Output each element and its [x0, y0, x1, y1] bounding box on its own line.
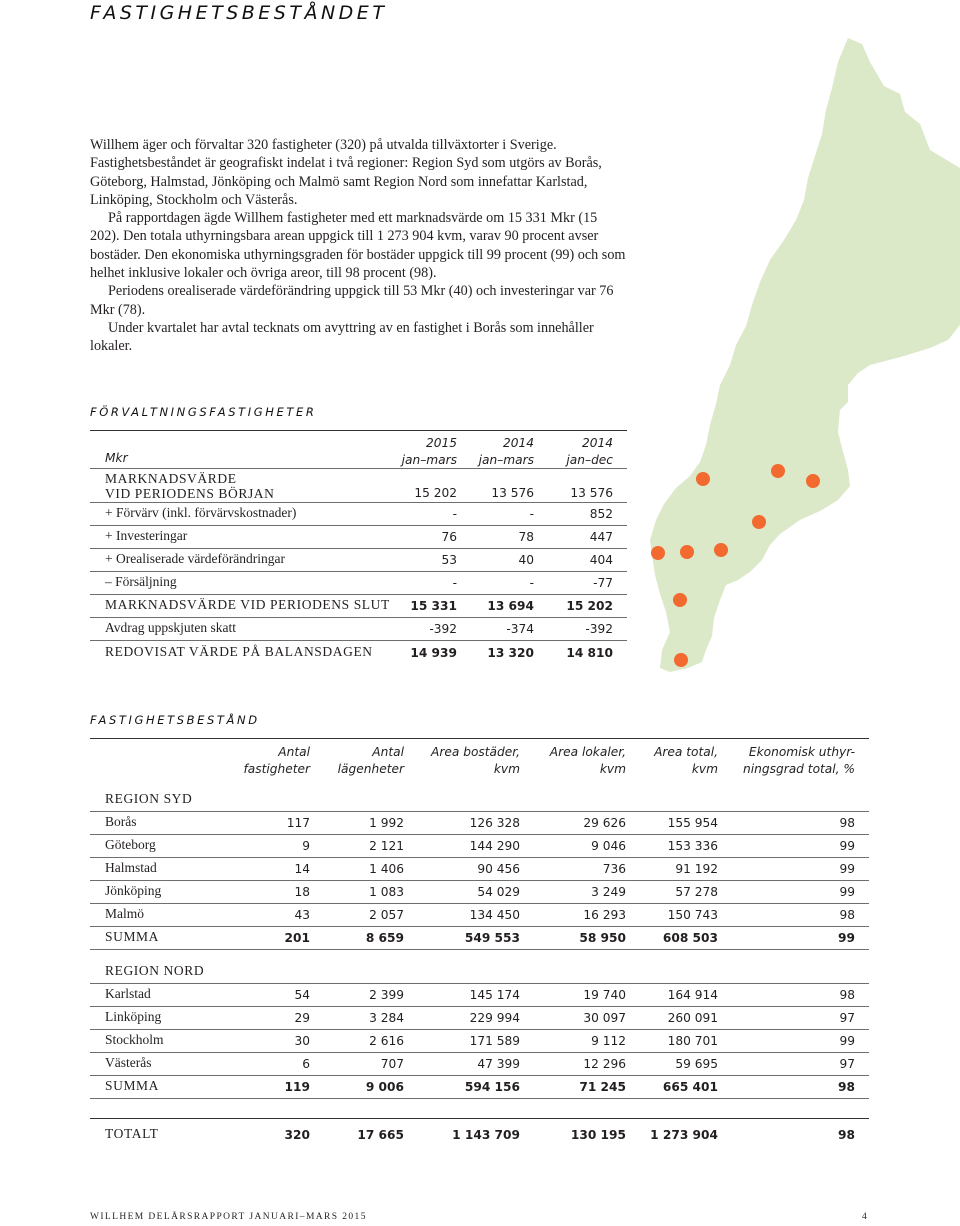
region-heading: REGION NORD [90, 961, 869, 984]
location-marker [752, 515, 766, 529]
table-row: Karlstad 54 2 399 145 174 19 740 164 914 98 [90, 984, 869, 1007]
location-marker [696, 472, 710, 486]
column-header: 2014 jan–dec [566, 436, 613, 467]
column-header: 2015 jan–mars [401, 436, 457, 467]
forvaltning-heading: FÖRVALTNINGSFASTIGHETER [90, 405, 317, 419]
column-header: Ekonomisk uthyr- ningsgrad total, % [743, 745, 855, 776]
sum-row: SUMMA 201 8 659 549 553 58 950 608 503 99 [90, 927, 869, 950]
sum-row: SUMMA 119 9 006 594 156 71 245 665 401 98 [90, 1076, 869, 1099]
bestand-table [90, 738, 869, 1146]
unit-label: Mkr [105, 451, 128, 465]
closing-value-row: MARKNADSVÄRDE VID PERIODENS SLUT 15 331 13 694 15 202 [90, 595, 627, 618]
intro-paragraph: Willhem äger och förvaltar 320 fastigheter (320) på utvalda tillväxtorter i Sverige. Fastighetsbeståndet är geografiskt indelat i två regioner: Region Syd som utgörs av Borås, Göteborg, Halmstad, Jönköping och Malmö samt Region Nord som innefattar Karlstad, Linköping, Stockholm och Västerås. [90, 137, 602, 208]
intro-text [90, 136, 630, 356]
spacer [90, 1099, 869, 1118]
footer: WILLHEM DELÅRSRAPPORT JANUARI–MARS 2015 [90, 1212, 367, 1222]
column-header: Antal lägenheter [337, 745, 404, 776]
location-marker [806, 474, 820, 488]
intro-paragraph: Under kvartalet har avtal tecknats om avyttring av en fastighet i Borås som innehåller lokaler. [90, 319, 594, 355]
intro-paragraph: Periodens orealiserade värdeförändring uppgick till 53 Mkr (40) och investeringar var 76 Mkr (78). [90, 283, 614, 318]
opening-value-row: MARKNADSVÄRDE VID PERIODENS BÖRJAN 15 202 13 576 13 576 [90, 469, 627, 503]
table-row: – Försäljning - - -77 [90, 572, 627, 595]
sweden-shape [650, 38, 960, 672]
table-row: Malmö 43 2 057 134 450 16 293 150 743 98 [90, 904, 869, 927]
table-header [90, 739, 869, 789]
location-marker [771, 464, 785, 478]
bestand-heading: FASTIGHETSBESTÅND [90, 713, 260, 727]
column-header: Antal fastigheter [243, 745, 310, 776]
forvaltning-table [90, 430, 627, 664]
table-row: + Investeringar 76 78 447 [90, 526, 627, 549]
deferred-tax-row: Avdrag uppskjuten skatt -392 -374 -392 [90, 618, 627, 641]
book-value-row: REDOVISAT VÄRDE PÅ BALANSDAGEN 14 939 13 320 14 810 [105, 644, 613, 660]
page-title: FASTIGHETSBESTÅNDET [90, 2, 388, 24]
total-row: TOTALT 320 17 665 1 143 709 130 195 1 273 904 98 [105, 1126, 855, 1142]
table-row: Stockholm 30 2 616 171 589 9 112 180 701 99 [90, 1030, 869, 1053]
location-marker [651, 546, 665, 560]
table-row: Halmstad 14 1 406 90 456 736 91 192 99 [90, 858, 869, 881]
spacer [90, 950, 869, 961]
intro-paragraph: På rapportdagen ägde Willhem fastigheter med ett marknadsvärde om 15 331 Mkr (15 202). Den totala uthyrningsbara arean uppgick till 1 273 904 kvm, varav 90 procent avser bostäder. Den ekonomiska uthyrningsgraden för bostäder uppgick till 99 procent (99) och som helhet inklusive lokaler och övriga areor, till 98 procent (98). [90, 210, 626, 282]
table-row: Linköping 29 3 284 229 994 30 097 260 091 97 [90, 1007, 869, 1030]
page-number: 4 [862, 1212, 867, 1222]
table-row: + Orealiserade värdeförändringar 53 40 404 [90, 549, 627, 572]
column-header: Area bostäder, kvm [431, 745, 520, 776]
table-row: Västerås 6 707 47 399 12 296 59 695 97 [90, 1053, 869, 1076]
location-marker [714, 543, 728, 557]
location-marker [674, 653, 688, 667]
table-row: Göteborg 9 2 121 144 290 9 046 153 336 99 [90, 835, 869, 858]
column-header: 2014 jan–mars [478, 436, 534, 467]
column-header: Area lokaler, kvm [549, 745, 626, 776]
region-heading: REGION SYD [90, 789, 869, 812]
table-header [90, 431, 627, 469]
table-row: Jönköping 18 1 083 54 029 3 249 57 278 99 [90, 881, 869, 904]
table-row: Borås 117 1 992 126 328 29 626 155 954 98 [90, 812, 869, 835]
location-marker [680, 545, 694, 559]
location-marker [673, 593, 687, 607]
column-header: Area total, kvm [654, 745, 718, 776]
regions [90, 789, 869, 1099]
table-row: + Förvärv (inkl. förvärvskostnader) - - 852 [90, 503, 627, 526]
